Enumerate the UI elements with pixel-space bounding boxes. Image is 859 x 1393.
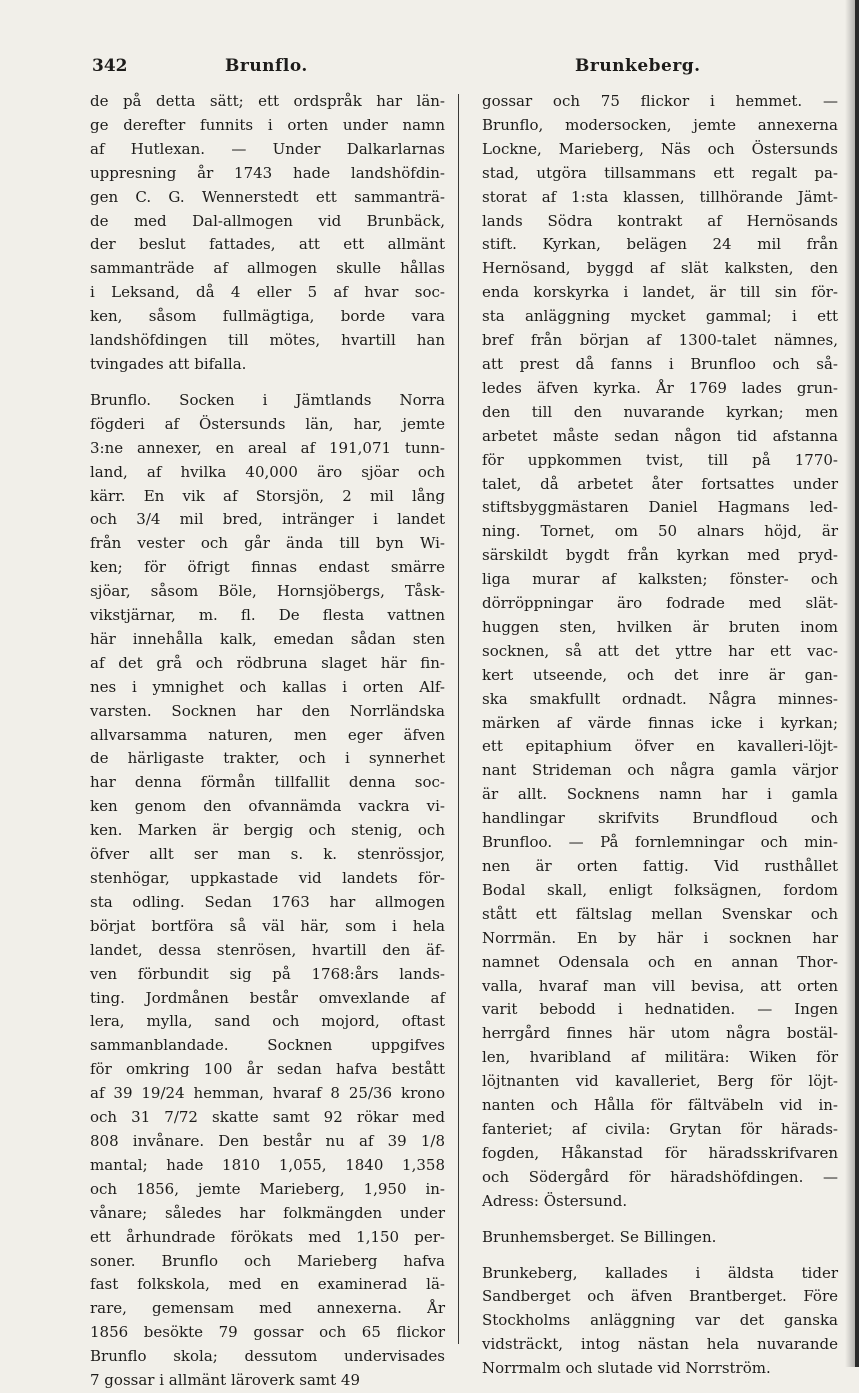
text-line: sammanträde af allmogen skulle hållas: [90, 259, 445, 278]
text-line: sta odling. Sedan 1763 har allmogen: [90, 892, 445, 911]
text-line: vikstjärnar, m. fl. De flesta vattnen: [90, 606, 445, 625]
text-line: fogden, Håkanstad för häradsskrifvaren: [482, 1143, 838, 1162]
text-line: nen är orten fattig. Vid rusthållet: [482, 857, 838, 875]
text-line: Hernösand, byggd af slät kalksten, den: [482, 259, 838, 278]
text-line: börjat bortföra så väl här, som i hela: [90, 916, 445, 935]
text-line: de på detta sätt; ett ordspråk har län-: [90, 92, 445, 110]
text-line: Adress: Östersund.: [482, 1191, 628, 1210]
text-line: socknen, så att det yttre har ett vac-: [482, 641, 838, 660]
text-line: fögderi af Östersunds län, har, jemte: [90, 414, 445, 433]
text-line: ven förbundit sig på 1768:års lands-: [90, 964, 445, 983]
text-line: och Södergård för häradshöfdingen. —: [482, 1167, 838, 1186]
text-line: ken; för öfrigt finnas endast smärre: [90, 558, 445, 577]
text-line: stift. Kyrkan, belägen 24 mil från: [482, 235, 838, 254]
text-line: här innehålla kalk, emedan sådan sten: [90, 629, 445, 648]
text-line: Lockne, Marieberg, Näs och Östersunds: [482, 139, 838, 158]
text-line: Brunkeberg, kallades i äldsta tider: [482, 1263, 838, 1282]
text-line: varit bebodd i hednatiden. — Ingen: [482, 1000, 838, 1019]
text-line: land, af hvilka 40,000 äro sjöar och: [90, 462, 445, 481]
text-line: för omkring 100 år sedan hafva bestått: [90, 1060, 445, 1079]
text-line: der beslut fattades, att ett allmänt: [90, 235, 445, 254]
paragraph-gap: [90, 377, 445, 389]
text-line: af det grå och rödbruna slaget här fin-: [90, 653, 445, 672]
text-line: sta anläggning mycket gammal; i ett: [482, 307, 838, 326]
text-line: och 1856, jemte Marieberg, 1,950 in-: [90, 1179, 445, 1198]
text-line: lands Södra kontrakt af Hernösands: [482, 211, 838, 230]
left-column: [90, 90, 445, 1393]
text-line: Brunflo, modersocken, jemte annexerna: [482, 115, 838, 134]
page-edge: [855, 0, 859, 1367]
text-line: är allt. Socknens namn har i gamla: [482, 785, 838, 804]
right-running-head: Brunkeberg.: [575, 56, 701, 76]
text-line: namnet Odensala och en annan Thor-: [482, 952, 838, 971]
text-line: ett århundrade förökats med 1,150 per-: [90, 1227, 445, 1246]
text-line: ledes äfven kyrka. År 1769 lades grun-: [482, 378, 838, 397]
text-line: löjtnanten vid kavalleriet, Berg för löjt-: [482, 1072, 838, 1091]
text-line: ting. Jordmånen består omvexlande af: [90, 988, 445, 1007]
text-line: stad, utgöra tillsammans ett regalt pa-: [482, 163, 838, 182]
text-line: rare, gemensam med annexerna. År: [90, 1299, 445, 1318]
text-line: Brunflo. Socken i Jämtlands Norra: [90, 390, 445, 409]
text-line: ken genom den ofvannämda vackra vi-: [90, 797, 445, 816]
text-line: öfver allt ser man s. k. stenrössjor,: [90, 845, 445, 864]
text-line: nant Strideman och några gamla värjor: [482, 761, 838, 780]
text-line: nanten och Hålla för fältväbeln vid in-: [482, 1096, 838, 1115]
text-line: Norrmalm och slutade vid Norrström.: [482, 1359, 771, 1378]
text-line: Brunflo skola; dessutom undervisades: [90, 1347, 445, 1366]
text-line: handlingar skrifvits Brundfloud och: [482, 809, 838, 828]
text-line: ken. Marken är bergig och stenig, och: [90, 821, 445, 840]
text-line: att prest då fanns i Brunfloo och så-: [482, 354, 838, 373]
text-line: sjöar, såsom Böle, Hornsjöbergs, Tåsk-: [90, 582, 445, 601]
page-header: [0, 56, 859, 86]
text-line: af Hutlexan. — Under Dalkarlarnas: [90, 139, 445, 158]
text-line: 3:ne annexer, en areal af 191,071 tunn-: [90, 438, 445, 457]
text-line: Bodal skall, enligt folksägnen, fordom: [482, 880, 838, 899]
text-line: talet, då arbetet åter fortsattes under: [482, 474, 838, 493]
text-line: bref från början af 1300-talet nämnes,: [482, 331, 838, 350]
text-line: vidsträckt, intog nästan hela nuvarande: [482, 1335, 838, 1354]
text-line: huggen sten, hvilken är bruten inom: [482, 617, 838, 636]
text-line: valla, hvaraf man vill bevisa, att orten: [482, 976, 838, 995]
text-line: varsten. Socknen har den Norrländska: [90, 701, 445, 720]
text-line: ett epitaphium öfver en kavalleri-löjt-: [482, 737, 838, 756]
text-line: fanteriet; af civila: Grytan för härads-: [482, 1119, 838, 1138]
left-running-head: Brunflo.: [225, 56, 308, 76]
text-line: och 31 7/72 skatte samt 92 rökar med: [90, 1108, 445, 1127]
text-line: stått ett fältslag mellan Svenskar och: [482, 904, 838, 923]
text-line: storat af 1:sta klassen, tillhörande Jämt-: [482, 187, 838, 206]
text-line: kert utseende, och det inre är gan-: [482, 665, 838, 684]
paragraph-gap: [482, 1214, 838, 1226]
right-column: [482, 90, 838, 1381]
text-line: allvarsamma naturen, men eger äfven: [90, 725, 445, 744]
text-line: arbetet måste sedan någon tid afstanna: [482, 426, 838, 445]
text-line: len, hvaribland af militära: Wiken för: [482, 1048, 838, 1067]
text-line: Brunfloo. — På fornlemningar och min-: [482, 833, 838, 852]
text-line: märken af värde finnas icke i kyrkan;: [482, 713, 838, 732]
text-line: Brunhemsberget. Se Billingen.: [482, 1227, 717, 1246]
text-line: uppresning år 1743 hade landshöfdin-: [90, 163, 445, 182]
text-line: enda korskyrka i landet, är till sin för-: [482, 283, 838, 302]
text-line: sammanblandade. Socknen uppgifves: [90, 1036, 445, 1055]
paragraph-gap: [482, 1250, 838, 1262]
text-line: soner. Brunflo och Marieberg hafva: [90, 1251, 445, 1270]
page-number: 342: [92, 56, 128, 76]
text-line: från vester och går ända till byn Wi-: [90, 534, 445, 553]
text-line: nes i ymnighet och kallas i orten Alf-: [90, 677, 445, 696]
text-line: dörröppningar äro fodrade med slät-: [482, 594, 838, 613]
text-line: tvingades att bifalla.: [90, 354, 247, 373]
text-line: för uppkommen tvist, till på 1770-: [482, 450, 838, 469]
text-line: liga murar af kalksten; fönster- och: [482, 570, 838, 589]
text-line: Stockholms anläggning var det ganska: [482, 1311, 838, 1330]
text-line: ken, såsom fullmägtiga, borde vara: [90, 307, 445, 326]
text-line: fast folkskola, med en examinerad lä-: [90, 1275, 445, 1294]
text-line: stiftsbyggmästaren Daniel Hagmans led-: [482, 498, 838, 517]
text-line: stenhögar, uppkastade vid landets för-: [90, 869, 445, 887]
text-line: ska smakfullt ordnadt. Några minnes-: [482, 689, 838, 708]
text-line: de med Dal-allmogen vid Brunbäck,: [90, 211, 445, 230]
text-line: 7 gossar i allmänt läroverk samt 49: [90, 1371, 361, 1390]
text-line: landet, dessa stenrösen, hvartill den äf-: [90, 940, 445, 959]
text-line: och 3/4 mil bred, intränger i landet: [90, 510, 445, 529]
text-line: ge derefter funnits i orten under namn: [90, 115, 445, 134]
text-line: Sandberget och äfven Brantberget. Före: [482, 1287, 838, 1306]
text-line: i Leksand, då 4 eller 5 af hvar soc-: [90, 283, 445, 302]
text-line: särskildt bygdt från kyrkan med pryd-: [482, 546, 838, 565]
text-line: gossar och 75 flickor i hemmet. —: [482, 92, 838, 110]
text-line: har denna förmån tillfallit denna soc-: [90, 773, 445, 792]
text-line: herrgård finnes här utom några bostäl-: [482, 1024, 838, 1043]
text-line: den till den nuvarande kyrkan; men: [482, 402, 838, 421]
text-line: de härligaste trakter, och i synnerhet: [90, 749, 445, 768]
text-line: vånare; således har folkmängden under: [90, 1203, 445, 1222]
text-line: landshöfdingen till mötes, hvartill han: [90, 331, 445, 350]
text-line: af 39 19/24 hemman, hvaraf 8 25/36 krono: [90, 1084, 445, 1103]
column-divider: [458, 94, 459, 1344]
text-line: 808 invånare. Den består nu af 39 1/8: [90, 1131, 445, 1150]
text-line: 1856 besökte 79 gossar och 65 flickor: [90, 1323, 445, 1342]
text-line: Norrmän. En by här i socknen har: [482, 928, 838, 947]
text-line: kärr. En vik af Storsjön, 2 mil lång: [90, 486, 445, 505]
text-line: gen C. G. Wennerstedt ett sammanträ-: [90, 187, 445, 206]
text-line: mantal; hade 1810 1,055, 1840 1,358: [90, 1155, 445, 1174]
text-line: ning. Tornet, om 50 alnars höjd, är: [482, 522, 838, 541]
text-line: lera, mylla, sand och mojord, oftast: [90, 1012, 445, 1031]
